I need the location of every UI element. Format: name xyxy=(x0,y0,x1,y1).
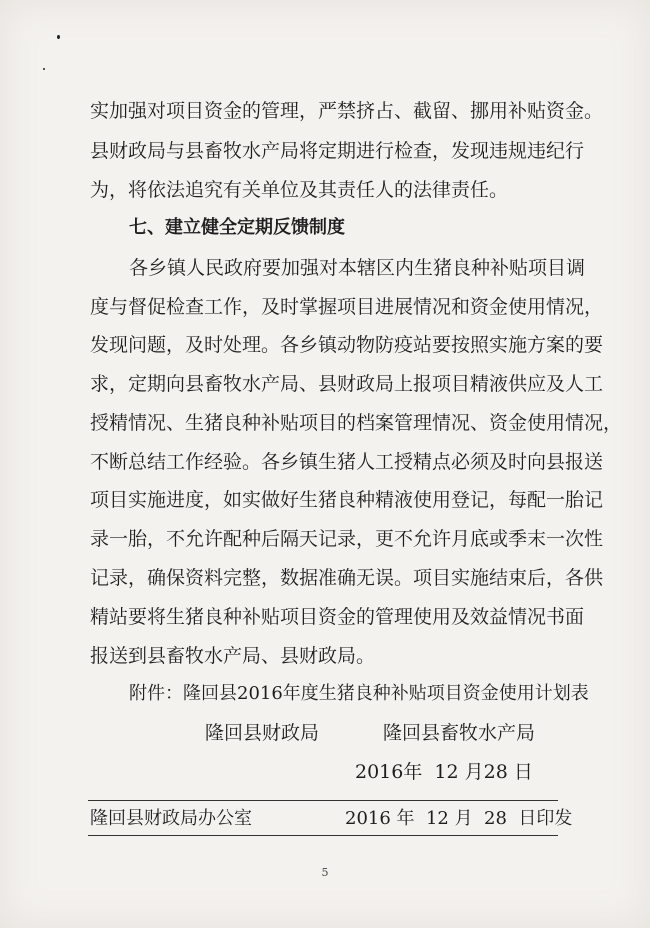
footer-top-rule xyxy=(88,800,558,801)
body-line: 县财政局与县畜牧水产局将定期进行检查，发现违规违纪行 xyxy=(90,140,585,162)
body-line: 为，将依法追究有关单位及其责任人的法律责任。 xyxy=(90,179,509,201)
paragraph-line: 发现问题，及时处理。各乡镇动物防疫站要按照实施方案的要 xyxy=(90,334,604,356)
paragraph-line: 记录，确保资料完整，数据准确无误。项目实施结束后，各供 xyxy=(90,567,604,589)
signature-date: 2016年 12 月28 日 xyxy=(355,761,533,783)
paragraph-line: 项目实施进度，如实做好生猪良种精液使用登记，每配一胎记 xyxy=(90,489,604,511)
paragraph-line: 报送到县畜牧水产局、县财政局。 xyxy=(90,645,376,667)
paragraph-line: 精站要将生猪良种补贴项目资金的管理使用及效益情况书面 xyxy=(90,606,585,628)
paragraph-line: 录一胎，不允许配种后隔天记录，更不允许月底或季末一次性 xyxy=(90,528,604,550)
scan-speck xyxy=(43,68,45,70)
footer-issue-date: 2016 年 12 月 28 日印发 xyxy=(345,808,573,829)
footer-office: 隆回县财政局办公室 xyxy=(90,808,252,829)
page-number: 5 xyxy=(321,866,329,879)
paragraph-line: 不断总结工作经验。各乡镇生猪人工授精点必须及时向县报送 xyxy=(90,451,604,473)
footer-bottom-rule xyxy=(88,835,558,836)
scan-speck xyxy=(57,35,60,39)
body-line: 实加强对项目资金的管理，严禁挤占、截留、挪用补贴资金。 xyxy=(90,100,604,122)
paragraph-line: 度与督促检查工作，及时掌握项目进展情况和资金使用情况， xyxy=(90,296,604,318)
section-heading: 七、建立健全定期反馈制度 xyxy=(129,217,345,238)
paragraph-line: 授精情况、生猪良种补贴项目的档案管理情况、资金使用情况， xyxy=(90,412,623,434)
paragraph-line: 求，定期向县畜牧水产局、县财政局上报项目精液供应及人工 xyxy=(90,373,604,395)
issuer-finance-bureau: 隆回县财政局 xyxy=(205,722,320,744)
issuer-livestock-bureau: 隆回县畜牧水产局 xyxy=(383,722,536,744)
paragraph-line: 各乡镇人民政府要加强对本辖区内生猪良种补贴项目调 xyxy=(129,257,586,279)
attachment-note: 附件：隆回县2016年度生猪良种补贴项目资金使用计划表 xyxy=(129,683,589,704)
